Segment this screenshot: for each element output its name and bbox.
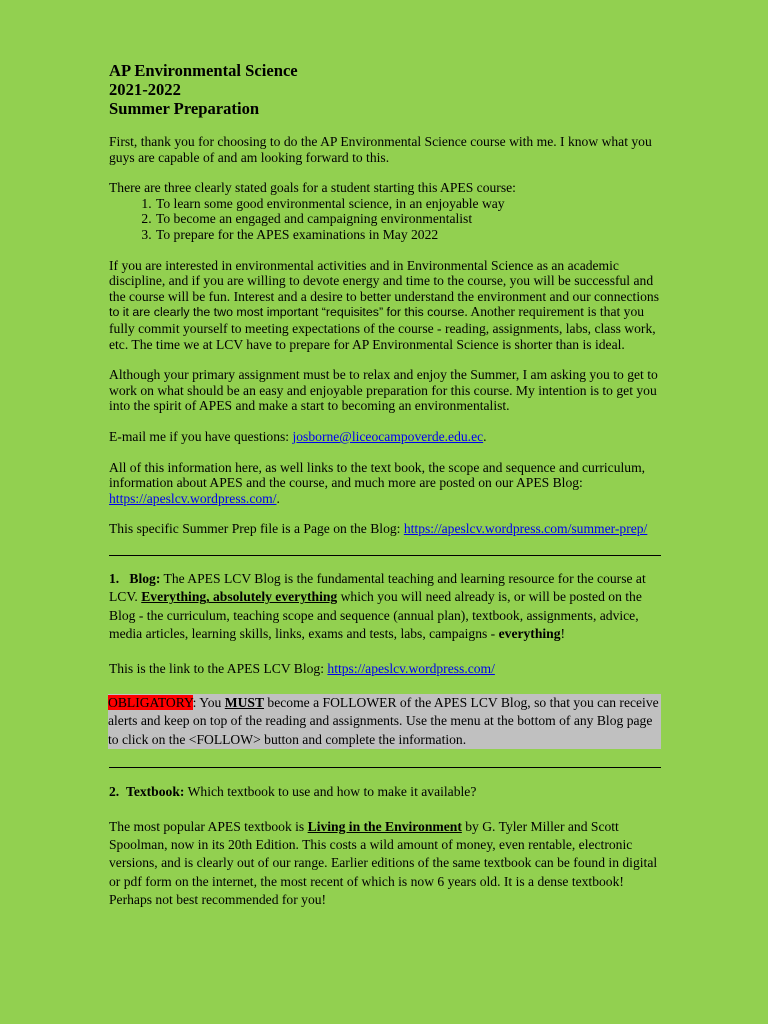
section-number: 2.	[109, 784, 120, 800]
info-text: All of this information here, as well links to the text book, the scope and sequence and curriculum, information about APES and the course, and much more are posted on our APES Blog:	[109, 459, 646, 491]
blog-link[interactable]: https://apeslcv.wordpress.com/	[109, 490, 277, 506]
blog-link-paragraph	[109, 660, 661, 678]
blog-text-a: The APES LCV Blog is the fundamental teaching and learning resource for the course at LCV.	[109, 570, 646, 605]
title-line-1: AP Environmental Science	[109, 61, 298, 80]
blog-heading: Blog:	[129, 570, 161, 586]
goal-item: 1. To learn some good environmental science, in an enjoyable way	[155, 196, 661, 212]
textbook-paragraph	[109, 818, 661, 910]
summer-prep-paragraph	[109, 521, 661, 537]
goals-list	[109, 196, 661, 243]
summer-prep-text: This specific Summer Prep file is a Page on the Blog:	[109, 521, 404, 537]
blog-text-c: !	[560, 626, 566, 642]
document-content	[109, 61, 661, 910]
title-line-2: 2021-2022	[109, 80, 181, 99]
summer-prep-link[interactable]: https://apeslcv.wordpress.com/summer-prep/	[403, 521, 648, 537]
email-paragraph	[109, 429, 661, 445]
goal-item: 2. To become an engaged and campaigning environmentalist	[155, 211, 661, 227]
requisites-phrase: to it are clearly the two most important “requisites” for this course	[109, 305, 465, 320]
blog-link-lead: This is the link to the APES LCV Blog:	[109, 660, 328, 676]
textbook-section	[109, 783, 661, 909]
must-emphasis: MUST	[224, 694, 265, 710]
obligatory-notice	[108, 694, 661, 749]
goals-lead: There are three clearly stated goals for a student starting this APES course:	[109, 180, 516, 196]
page-title	[109, 61, 661, 118]
obligatory-text-b: become a FOLLOWER of the APES LCV Blog, so that you can receive alerts and keep on top of the reading and assignments. Use the menu at the bottom of any Blog page to click on the <FOLLOW> button and complete the information.	[108, 694, 659, 747]
blog-section	[109, 570, 661, 749]
assignment-paragraph: Although your primary assignment must be to relax and enjoy the Summer, I am asking you to get to work on what should be an easy and enjoyable preparation for this course. My intention is to get you into the spirit of APES and make a start to becoming an environmentalist.	[109, 367, 658, 414]
everything-bold: everything	[498, 626, 561, 642]
blog-text-b: which you will need already is, or will be posted on the Blog - the curriculum, teaching scope and sequence (annual plan), textbook, assignments, advice, media articles, learning skills, links, exams and tests, labs, campaigns -	[109, 589, 642, 642]
email-tail: .	[483, 428, 487, 444]
info-tail: .	[276, 490, 280, 506]
obligatory-text-a: : You	[192, 694, 225, 710]
textbook-heading: Textbook:	[126, 784, 185, 800]
goal-item: 3. To prepare for the APES examinations in May 2022	[155, 227, 661, 243]
obligatory-tag: OBLIGATORY	[108, 694, 193, 710]
intro-paragraph: First, thank you for choosing to do the AP Environmental Science course with me. I know what you guys are capable of and am looking forward to this.	[109, 134, 652, 165]
interest-paragraph	[109, 258, 661, 353]
textbook-text-b: by G. Tyler Miller and Scott Spoolman, now in its 20th Edition. This costs a wild amount of money, even rentable, electronic versions, and is clearly out of our range. Earlier editions of the same textbook can be found in digital or pdf form on the internet, the most recent of which is now 6 years old. It is a dense textbook! Perhaps not best recommended for you!	[109, 818, 658, 908]
textbook-question: Which textbook to use and how to make it available?	[184, 784, 477, 800]
email-lead: E-mail me if you have questions:	[109, 428, 293, 444]
info-paragraph	[109, 460, 661, 507]
section-number: 1.	[109, 570, 120, 586]
everything-emphasis: Everything, absolutely everything	[141, 589, 338, 605]
email-link[interactable]: josborne@liceocampoverde.edu.ec	[292, 428, 484, 444]
blog-description	[109, 570, 661, 644]
textbook-text-a: The most popular APES textbook is	[109, 818, 308, 834]
textbook-heading-line	[109, 783, 661, 801]
title-line-3: Summer Preparation	[109, 99, 260, 118]
interest-text-b: . Another requirement is that you fully commit yourself to meeting expectations of the course - reading, assignments, labs, class work, etc. The time we at LCV have to prepare for AP Environmental Science is shorter than is ideal.	[109, 304, 656, 352]
book-title: Living in the Environment	[307, 818, 462, 834]
apes-blog-link[interactable]: https://apeslcv.wordpress.com/	[327, 660, 495, 676]
interest-text-a: If you are interested in environmental activities and in Environmental Science as an academic discipline, and if you are willing to devote energy and time to the course, you will be successful and the course will be fun. Interest and a desire to better understand the environment and our connections	[109, 257, 659, 304]
